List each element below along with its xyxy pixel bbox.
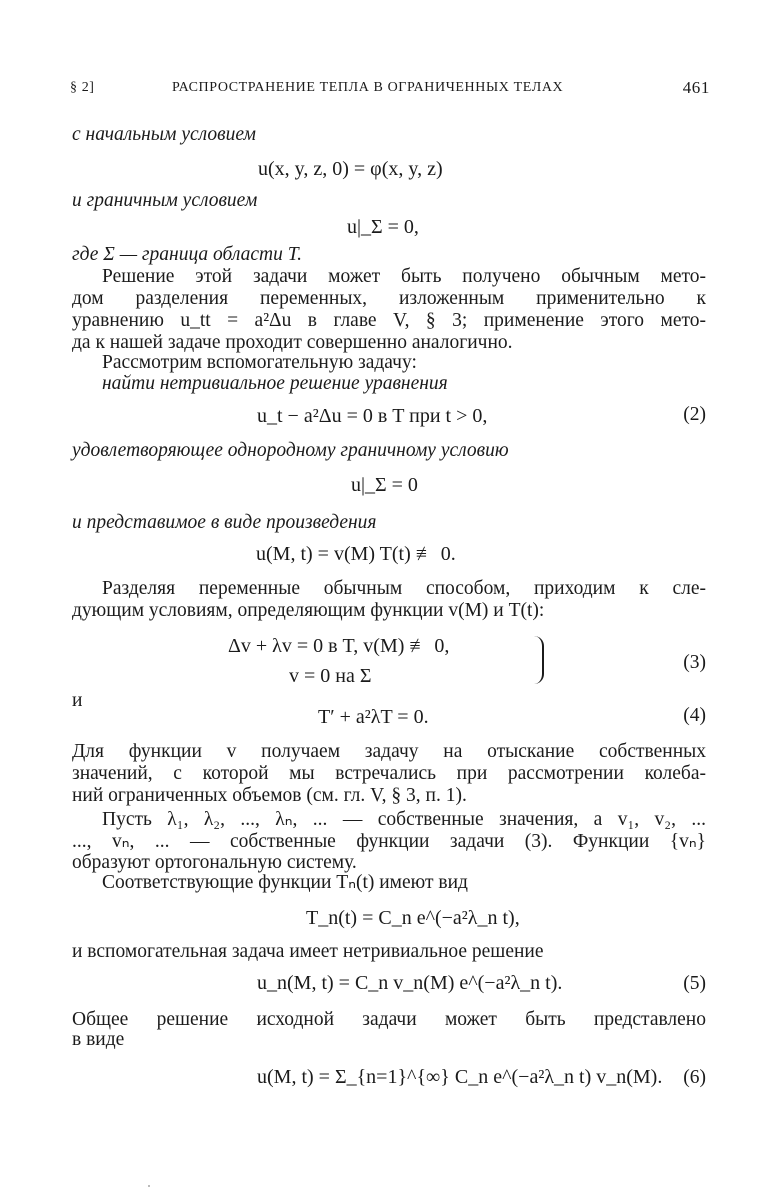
text-line: ..., vₙ, ... — собственные функции задачи (3). Функции {vₙ} <box>72 831 706 852</box>
text-line: дующим условиям, определяющим функции v(M) и T(t): <box>72 600 545 621</box>
equation: u(x, y, z, 0) = φ(x, y, z) <box>258 158 443 180</box>
text-line: Общее решение исходной задачи может быть представлено <box>72 1009 706 1030</box>
equation-number: (2) <box>683 404 706 425</box>
text-line: найти нетривиальное решение уравнения <box>102 373 448 394</box>
text-line: удовлетворяющее однородному граничному условию <box>72 440 509 461</box>
equation: u(M, t) = v(M) T(t) ≢ 0. <box>256 543 456 565</box>
equation: u|_Σ = 0 <box>351 474 418 496</box>
text-line: Для функции v получаем задачу на отыскание собственных <box>72 741 706 762</box>
text-line: и представимое в виде произведения <box>72 512 377 533</box>
text-line: и вспомогательная задача имеет нетривиальное решение <box>72 941 544 962</box>
section-mark: § 2] <box>70 80 95 95</box>
equation: u_n(M, t) = C_n v_n(M) e^(−a²λ_n t). <box>257 972 563 994</box>
text-line: образуют ортогональную систему. <box>72 852 357 873</box>
text-line: Решение этой задачи может быть получено обычным мето- <box>102 266 706 287</box>
equation: u(M, t) = Σ_{n=1}^{∞} C_n e^(−a²λ_n t) v_n(M). <box>257 1066 663 1088</box>
text-line: и граничным условием <box>72 190 258 211</box>
running-title: РАСПРОСТРАНЕНИЕ ТЕПЛА В ОГРАНИЧЕННЫХ ТЕЛАХ <box>172 80 564 95</box>
text-line: да к нашей задаче проходит совершенно аналогично. <box>72 332 513 353</box>
text-line: в виде <box>72 1029 125 1050</box>
equation-number: (5) <box>683 973 706 994</box>
page-number: 461 <box>682 78 710 97</box>
text-line: Разделяя переменные обычным способом, приходим к сле- <box>102 578 706 599</box>
text-line: Пусть λ₁, λ₂, ..., λₙ, ... — собственные значения, а v₁, v₂, ... <box>102 809 706 830</box>
equation: u_t − a²Δu = 0 в T при t > 0, <box>257 405 488 427</box>
text-line: значений, с которой мы встречались при рассмотрении колеба- <box>72 763 706 784</box>
equation-number: (6) <box>683 1067 706 1088</box>
text-line: ний ограниченных объемов (см. гл. V, § 3, п. 1). <box>72 785 467 806</box>
text-line: Соответствующие функции Tₙ(t) имеют вид <box>102 872 468 893</box>
equation: Δv + λv = 0 в T, v(M) ≢ 0, <box>228 635 450 657</box>
text-line: и <box>72 690 83 711</box>
equation: u|_Σ = 0, <box>347 216 419 238</box>
equation: T_n(t) = C_n e^(−a²λ_n t), <box>306 907 520 929</box>
text-line: дом разделения переменных, изложенным применительно к <box>72 288 706 309</box>
equation: v = 0 на Σ <box>289 665 372 687</box>
text-line: где Σ — граница области T. <box>72 244 303 265</box>
text-line: с начальным условием <box>72 124 256 145</box>
equation-number: (4) <box>683 705 706 726</box>
text-line: уравнению u_tt = a²Δu в главе V, § 3; применение этого мето- <box>72 310 706 331</box>
system-brace <box>532 636 544 684</box>
equation-number: (3) <box>683 652 706 673</box>
running-header <box>70 80 710 100</box>
text-line: Рассмотрим вспомогательную задачу: <box>102 352 417 373</box>
equation: T′ + a²λT = 0. <box>318 706 429 728</box>
scan-speck <box>148 1185 150 1187</box>
